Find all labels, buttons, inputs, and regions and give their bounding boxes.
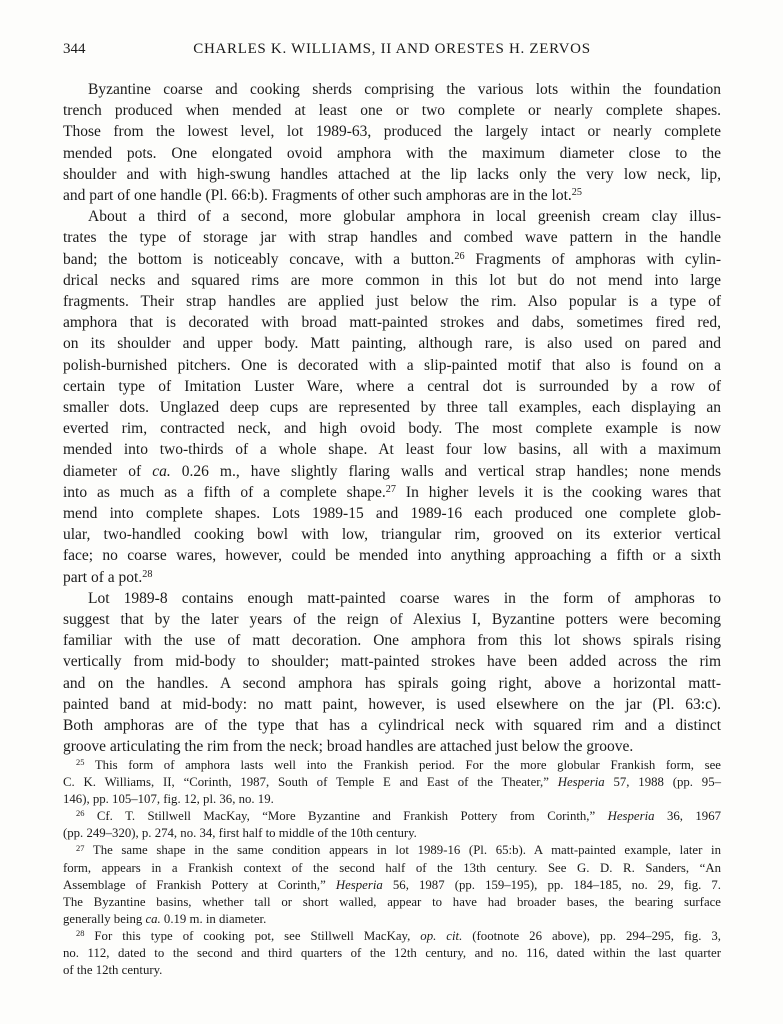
text-line: part of a pot.$^{28}$ xyxy=(63,568,153,586)
italic-text: ca. xyxy=(145,911,161,926)
text-line: certain type of Imitation Luster Ware, where a central dot is surrounded by a row of xyxy=(63,377,721,395)
text-line: mended into two-thirds of a whole shape. At least four low basins, all with a maximum xyxy=(63,441,721,459)
text-line: no. 112, dated to the second and third quarters of the 12th century, and no. 116, dated within the last quarter xyxy=(63,946,721,961)
italic-text: op. cit. xyxy=(420,928,463,943)
footnote-ref: 27 xyxy=(76,842,85,853)
text-line: vertically from mid-body to shoulder; matt-painted strokes have been added across the rim xyxy=(63,653,721,671)
text-line: everted rim, contracted neck, and high ovoid body. The most complete example is now xyxy=(63,420,721,438)
text-line: groove articulating the rim from the neck; broad handles are attached just below the groove. xyxy=(63,738,634,756)
footnote xyxy=(63,842,721,927)
footnote-ref: 25 xyxy=(571,187,583,199)
text-line: $^{25}$ This form of amphora lasts well into the Frankish period. For the more globular Frankish form, see xyxy=(76,757,721,772)
text-line: into as much as a fifth of a complete shape.$^{27}$ In higher levels it is the cooking wares that xyxy=(63,483,721,501)
text-line: mended pots. One elongated ovoid amphora with the maximum diameter close to the xyxy=(63,144,721,162)
footnote xyxy=(63,757,721,808)
text-line: and on the handles. A second amphora has spirals going right, above a horizontal matt- xyxy=(63,674,721,692)
text-line: diameter of ca. 0.26 m., have slightly flaring walls and vertical strap handles; none mends xyxy=(63,462,721,480)
text-line: About a third of a second, more globular amphora in local greenish cream clay illus- xyxy=(88,208,721,226)
footnote-ref: 27 xyxy=(385,484,397,496)
page-number: 344 xyxy=(63,41,86,57)
text-line: painted band at mid-body: no matt paint, however, is used elsewhere on the jar (Pl. 63:c). xyxy=(63,695,721,713)
text-line: The Byzantine basins, whether tall or short walled, appear to have had broader bases, the bearing surface xyxy=(63,894,721,909)
footnote-ref: 28 xyxy=(76,928,85,939)
paragraph xyxy=(63,206,721,588)
footnote-ref: 26 xyxy=(76,808,85,819)
paragraph xyxy=(63,588,721,758)
text-line: Assemblage of Frankish Pottery at Corinth,” Hesperia 56, 1987 (pp. 159–195), pp. 184–185, no. 29, fig. 7. xyxy=(63,877,721,892)
text-line: generally being ca. 0.19 m. in diameter. xyxy=(63,911,267,926)
text-line: shoulder and with high-swung handles attached at the lip lacks only the very low neck, lip, xyxy=(63,165,721,183)
text-line: smaller dots. Unglazed deep cups are represented by three tall examples, each displaying an xyxy=(63,399,721,417)
text-line: and part of one handle (Pl. 66:b). Fragments of other such amphoras are in the lot.$^{25}$ xyxy=(63,187,583,205)
text-line: Those from the lowest level, lot 1989-63, produced the largely intact or nearly complete xyxy=(63,123,721,141)
footnote-ref: 25 xyxy=(76,757,85,768)
text-line: Byzantine coarse and cooking sherds comprising the various lots within the foundation xyxy=(88,81,721,98)
text-line: $^{28}$ For this type of cooking pot, see Stillwell MacKay, op. cit. (footnote 26 above), pp. 294–295, fig. 3, xyxy=(76,928,721,943)
text-line: fragments. Their strap handles are applied just below the rim. Also popular is a type of xyxy=(63,293,721,311)
text-line: trates the type of storage jar with strap handles and combed wave pattern in the handle xyxy=(63,229,721,247)
text-line: Both amphoras are of the type that has a cylindrical neck with squared rim and a distinct xyxy=(63,717,721,735)
text-line: band; the bottom is noticeably concave, with a button.$^{26}$ Fragments of amphoras with cylin- xyxy=(63,250,721,268)
italic-text: Hesperia xyxy=(557,775,605,790)
page-header xyxy=(63,41,721,59)
footnote-ref: 28 xyxy=(142,569,153,581)
paragraph xyxy=(63,79,721,206)
text-line: form, appears in a Frankish context of the second half of the 13th century. See G. D. R. Sanders, “An xyxy=(63,860,721,875)
text-line: $^{27}$ The same shape in the same condition appears in lot 1989-16 (Pl. 65:b). A matt-painted example, later in xyxy=(76,842,721,858)
text-line: trench produced when mended at least one or two complete or nearly complete shapes. xyxy=(63,102,721,120)
text-line: polish-burnished pitchers. One is decorated with a slip-painted motif that also is found on a xyxy=(63,356,721,374)
text-line: $^{26}$ Cf. T. Stillwell MacKay, “More Byzantine and Frankish Pottery from Corinth,” Hesperia 36, 1967 xyxy=(76,808,721,824)
running-head: CHARLES K. WILLIAMS, II AND ORESTES H. ZERVOS xyxy=(193,41,591,57)
footnote xyxy=(63,928,721,979)
text-line: Lot 1989-8 contains enough matt-painted coarse wares in the form of amphoras to xyxy=(88,589,721,607)
text-line: familiar with the use of matt decoration. One amphora from this lot shows spirals rising xyxy=(63,632,721,650)
text-line: (pp. 249–320), p. 274, no. 34, first half to middle of the 10th century. xyxy=(63,826,417,841)
footnote-ref: 26 xyxy=(454,251,465,263)
text-line: drical necks and squared rims are more common in this lot but do not mend into large xyxy=(63,271,721,289)
text-line: suggest that by the later years of the reign of Alexius I, Byzantine potters were becoming xyxy=(63,611,721,629)
text-line: amphora that is decorated with broad matt-painted strokes and dabs, sometimes fired red, xyxy=(63,314,721,332)
footnote xyxy=(63,808,721,842)
text-line: 146), pp. 105–107, fig. 12, pl. 36, no. 19. xyxy=(63,792,274,807)
italic-text: Hesperia xyxy=(335,877,383,892)
text-line: face; no coarse wares, however, could be mended into anything approaching a fifth or a sixth xyxy=(63,547,721,565)
text-line: on its shoulder and upper body. Matt painting, although rare, is also used on pared and xyxy=(63,335,721,353)
italic-text: ca. xyxy=(152,462,171,480)
body-text xyxy=(63,79,721,758)
text-line: ular, two-handled cooking bowl with low, triangular rim, grooved on its exterior vertical xyxy=(63,526,721,544)
footnotes xyxy=(63,757,721,979)
text-line: mend into complete shapes. Lots 1989-15 and 1989-16 each produced one complete glob- xyxy=(63,505,721,523)
italic-text: Hesperia xyxy=(607,809,655,824)
text-line: C. K. Williams, II, “Corinth, 1987, South of Temple E and East of the Theater,” Hesperia 57, 1988 (pp. 95– xyxy=(63,775,721,790)
text-line: of the 12th century. xyxy=(63,963,163,978)
